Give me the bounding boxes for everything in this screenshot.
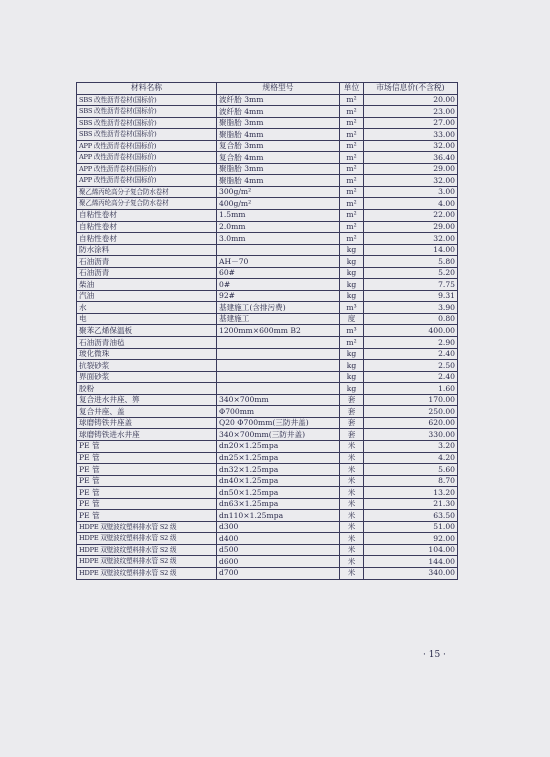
cell-specification (217, 383, 340, 395)
cell-price: 20.00 (364, 94, 458, 106)
table-row (77, 337, 458, 349)
cell-material-name: 球磨铸铁井座盖 (77, 417, 217, 429)
cell-price: 13.20 (364, 487, 458, 499)
table-row (77, 417, 458, 429)
cell-unit: m² (340, 221, 364, 233)
cell-unit: 米 (340, 464, 364, 476)
table-row (77, 521, 458, 533)
table-row (77, 371, 458, 383)
cell-unit: m² (340, 106, 364, 118)
cell-price: 33.00 (364, 129, 458, 141)
table-row (77, 440, 458, 452)
cell-unit: kg (340, 256, 364, 268)
table-row (77, 129, 458, 141)
cell-unit: 套 (340, 429, 364, 441)
cell-unit: 套 (340, 406, 364, 418)
cell-specification: 复合胎 3mm (217, 140, 340, 152)
cell-price: 36.40 (364, 152, 458, 164)
cell-material-name: APP 改性沥青卷材(国标价) (77, 175, 217, 187)
header-market-price: 市场信息价(不含税) (364, 83, 458, 95)
table-row (77, 510, 458, 522)
table-row (77, 198, 458, 210)
table-row (77, 233, 458, 245)
table-row (77, 394, 458, 406)
cell-price: 620.00 (364, 417, 458, 429)
price-table (76, 82, 458, 580)
cell-price: 144.00 (364, 556, 458, 568)
cell-specification: 复合胎 4mm (217, 152, 340, 164)
table-row (77, 544, 458, 556)
cell-material-name: SBS 改性沥青卷材(国标价) (77, 94, 217, 106)
cell-specification (217, 371, 340, 383)
cell-unit: kg (340, 371, 364, 383)
cell-specification (217, 348, 340, 360)
table-row (77, 290, 458, 302)
cell-specification: dn40×1.25mpa (217, 475, 340, 487)
cell-unit: kg (340, 290, 364, 302)
cell-material-name: 球磨铸铁进水井座 (77, 429, 217, 441)
cell-specification: 60# (217, 267, 340, 279)
cell-unit: 米 (340, 487, 364, 499)
cell-unit: m² (340, 140, 364, 152)
cell-specification: 基建施工(含排污费) (217, 302, 340, 314)
cell-price: 51.00 (364, 521, 458, 533)
header-material-name: 材料名称 (77, 83, 217, 95)
cell-unit: 米 (340, 544, 364, 556)
cell-unit: m² (340, 198, 364, 210)
cell-material-name: 聚乙烯丙纶高分子复合防水卷材 (77, 186, 217, 198)
cell-material-name: SBS 改性沥青卷材(国标价) (77, 129, 217, 141)
cell-specification: 聚脂胎 3mm (217, 163, 340, 175)
cell-price: 32.00 (364, 233, 458, 245)
cell-material-name: 柴油 (77, 279, 217, 291)
cell-price: 5.80 (364, 256, 458, 268)
table-row (77, 556, 458, 568)
cell-specification: 波纤胎 4mm (217, 106, 340, 118)
cell-price: 8.70 (364, 475, 458, 487)
cell-material-name: SBS 改性沥青卷材(国标价) (77, 106, 217, 118)
table-row (77, 186, 458, 198)
table-row (77, 221, 458, 233)
cell-unit: m² (340, 117, 364, 129)
cell-specification: 聚脂胎 3mm (217, 117, 340, 129)
table-row (77, 383, 458, 395)
cell-material-name: 胶粉 (77, 383, 217, 395)
cell-specification: dn32×1.25mpa (217, 464, 340, 476)
cell-price: 21.30 (364, 498, 458, 510)
cell-unit: 米 (340, 556, 364, 568)
cell-unit: 米 (340, 475, 364, 487)
header-specification: 规格型号 (217, 83, 340, 95)
cell-price: 104.00 (364, 544, 458, 556)
cell-price: 400.00 (364, 325, 458, 337)
cell-specification: 3.0mm (217, 233, 340, 245)
table-row (77, 210, 458, 222)
cell-price: 92.00 (364, 533, 458, 545)
header-unit: 单位 (340, 83, 364, 95)
cell-unit: m³ (340, 302, 364, 314)
cell-specification: 340×700mm (217, 394, 340, 406)
table-header-row (77, 83, 458, 95)
table-row (77, 175, 458, 187)
cell-unit: kg (340, 383, 364, 395)
cell-price: 22.00 (364, 210, 458, 222)
cell-specification: 92# (217, 290, 340, 302)
cell-unit: m² (340, 175, 364, 187)
cell-price: 340.00 (364, 567, 458, 579)
cell-material-name: HDPE 双壁波纹塑料排水管 S2 级 (77, 533, 217, 545)
table-row (77, 302, 458, 314)
cell-specification: 0# (217, 279, 340, 291)
cell-specification: d300 (217, 521, 340, 533)
cell-price: 330.00 (364, 429, 458, 441)
cell-material-name: 玻化微珠 (77, 348, 217, 360)
cell-price: 9.31 (364, 290, 458, 302)
page-number: · 15 · (423, 650, 446, 660)
cell-price: 29.00 (364, 163, 458, 175)
table-row (77, 452, 458, 464)
cell-price: 27.00 (364, 117, 458, 129)
cell-material-name: HDPE 双壁波纹塑料排水管 S2 级 (77, 544, 217, 556)
table-row (77, 152, 458, 164)
cell-price: 63.50 (364, 510, 458, 522)
cell-material-name: APP 改性沥青卷材(国标价) (77, 152, 217, 164)
cell-material-name: 自粘性卷材 (77, 221, 217, 233)
cell-price: 29.00 (364, 221, 458, 233)
cell-material-name: 石油沥青 (77, 256, 217, 268)
cell-specification: 340×700mm(三防井盖) (217, 429, 340, 441)
cell-specification: d400 (217, 533, 340, 545)
cell-unit: m² (340, 210, 364, 222)
table-row (77, 106, 458, 118)
cell-material-name: 聚苯乙烯保温板 (77, 325, 217, 337)
cell-material-name: HDPE 双壁波纹塑料排水管 S2 级 (77, 556, 217, 568)
table-row (77, 256, 458, 268)
cell-specification: 2.0mm (217, 221, 340, 233)
table-row (77, 464, 458, 476)
cell-material-name: PE 管 (77, 440, 217, 452)
table-row (77, 325, 458, 337)
cell-unit: 套 (340, 394, 364, 406)
cell-specification: 聚脂胎 4mm (217, 175, 340, 187)
cell-material-name: PE 管 (77, 452, 217, 464)
cell-material-name: HDPE 双壁波纹塑料排水管 S2 级 (77, 567, 217, 579)
cell-unit: m² (340, 337, 364, 349)
cell-price: 250.00 (364, 406, 458, 418)
cell-specification: d600 (217, 556, 340, 568)
cell-material-name: 界面砂浆 (77, 371, 217, 383)
cell-material-name: HDPE 双壁波纹塑料排水管 S2 级 (77, 521, 217, 533)
cell-unit: kg (340, 267, 364, 279)
cell-material-name: 抗裂砂浆 (77, 360, 217, 372)
cell-unit: m² (340, 163, 364, 175)
cell-material-name: 电 (77, 313, 217, 325)
table-row (77, 244, 458, 256)
cell-specification: AH－70 (217, 256, 340, 268)
cell-unit: 度 (340, 313, 364, 325)
cell-unit: 米 (340, 498, 364, 510)
cell-unit: 米 (340, 567, 364, 579)
cell-specification: dn63×1.25mpa (217, 498, 340, 510)
cell-material-name: PE 管 (77, 510, 217, 522)
cell-price: 4.20 (364, 452, 458, 464)
cell-material-name: 复合井座、盖 (77, 406, 217, 418)
table-row (77, 498, 458, 510)
cell-material-name: 汽油 (77, 290, 217, 302)
table-row (77, 140, 458, 152)
table-row (77, 475, 458, 487)
cell-material-name: 石油沥青 (77, 267, 217, 279)
cell-specification (217, 337, 340, 349)
cell-price: 1.60 (364, 383, 458, 395)
cell-material-name: 防水涂料 (77, 244, 217, 256)
cell-specification: dn50×1.25mpa (217, 487, 340, 499)
table-row (77, 533, 458, 545)
cell-price: 5.60 (364, 464, 458, 476)
table-row (77, 487, 458, 499)
cell-price: 7.75 (364, 279, 458, 291)
cell-material-name: PE 管 (77, 487, 217, 499)
cell-unit: kg (340, 360, 364, 372)
cell-price: 0.80 (364, 313, 458, 325)
cell-material-name: 自粘性卷材 (77, 210, 217, 222)
table-row (77, 279, 458, 291)
cell-material-name: 自粘性卷材 (77, 233, 217, 245)
cell-unit: m² (340, 129, 364, 141)
cell-material-name: PE 管 (77, 464, 217, 476)
cell-price: 2.40 (364, 371, 458, 383)
cell-unit: m² (340, 152, 364, 164)
cell-specification: 波纤胎 3mm (217, 94, 340, 106)
table-row (77, 406, 458, 418)
cell-material-name: 石油沥青油毡 (77, 337, 217, 349)
cell-unit: kg (340, 279, 364, 291)
cell-specification: 300g/m² (217, 186, 340, 198)
cell-unit: 米 (340, 510, 364, 522)
cell-material-name: APP 改性沥青卷材(国标价) (77, 140, 217, 152)
cell-material-name: SBS 改性沥青卷材(国标价) (77, 117, 217, 129)
cell-specification (217, 360, 340, 372)
cell-price: 2.50 (364, 360, 458, 372)
cell-unit: 米 (340, 440, 364, 452)
cell-specification: 基建施工 (217, 313, 340, 325)
cell-price: 5.20 (364, 267, 458, 279)
cell-price: 3.90 (364, 302, 458, 314)
table-row (77, 348, 458, 360)
cell-material-name: PE 管 (77, 498, 217, 510)
cell-specification: Φ700mm (217, 406, 340, 418)
cell-unit: 米 (340, 533, 364, 545)
table-row (77, 163, 458, 175)
cell-specification (217, 244, 340, 256)
table-row (77, 313, 458, 325)
cell-material-name: PE 管 (77, 475, 217, 487)
cell-unit: 米 (340, 521, 364, 533)
cell-unit: m² (340, 233, 364, 245)
cell-material-name: 复合进水井座、箅 (77, 394, 217, 406)
cell-unit: 套 (340, 417, 364, 429)
cell-specification: 400g/m² (217, 198, 340, 210)
cell-price: 3.00 (364, 186, 458, 198)
cell-price: 3.20 (364, 440, 458, 452)
cell-unit: kg (340, 348, 364, 360)
table-row (77, 429, 458, 441)
cell-unit: m³ (340, 325, 364, 337)
cell-unit: 米 (340, 452, 364, 464)
cell-specification: 1.5mm (217, 210, 340, 222)
table-row (77, 267, 458, 279)
cell-specification: dn20×1.25mpa (217, 440, 340, 452)
cell-material-name: 聚乙烯丙纶高分子复合防水卷材 (77, 198, 217, 210)
cell-price: 4.00 (364, 198, 458, 210)
cell-specification: d500 (217, 544, 340, 556)
cell-price: 170.00 (364, 394, 458, 406)
cell-specification: Q20 Φ700mm(三防井盖) (217, 417, 340, 429)
table-row (77, 567, 458, 579)
cell-price: 14.00 (364, 244, 458, 256)
cell-specification: dn25×1.25mpa (217, 452, 340, 464)
cell-price: 2.40 (364, 348, 458, 360)
cell-unit: kg (340, 244, 364, 256)
cell-price: 2.90 (364, 337, 458, 349)
cell-price: 23.00 (364, 106, 458, 118)
cell-specification: d700 (217, 567, 340, 579)
cell-specification: 1200mm×600mm B2 (217, 325, 340, 337)
cell-specification: 聚脂胎 4mm (217, 129, 340, 141)
cell-specification: dn110×1.25mpa (217, 510, 340, 522)
cell-price: 32.00 (364, 175, 458, 187)
table-row (77, 94, 458, 106)
cell-price: 32.00 (364, 140, 458, 152)
table-row (77, 117, 458, 129)
cell-material-name: APP 改性沥青卷材(国标价) (77, 163, 217, 175)
table-row (77, 360, 458, 372)
cell-unit: m² (340, 186, 364, 198)
cell-material-name: 水 (77, 302, 217, 314)
cell-unit: m² (340, 94, 364, 106)
